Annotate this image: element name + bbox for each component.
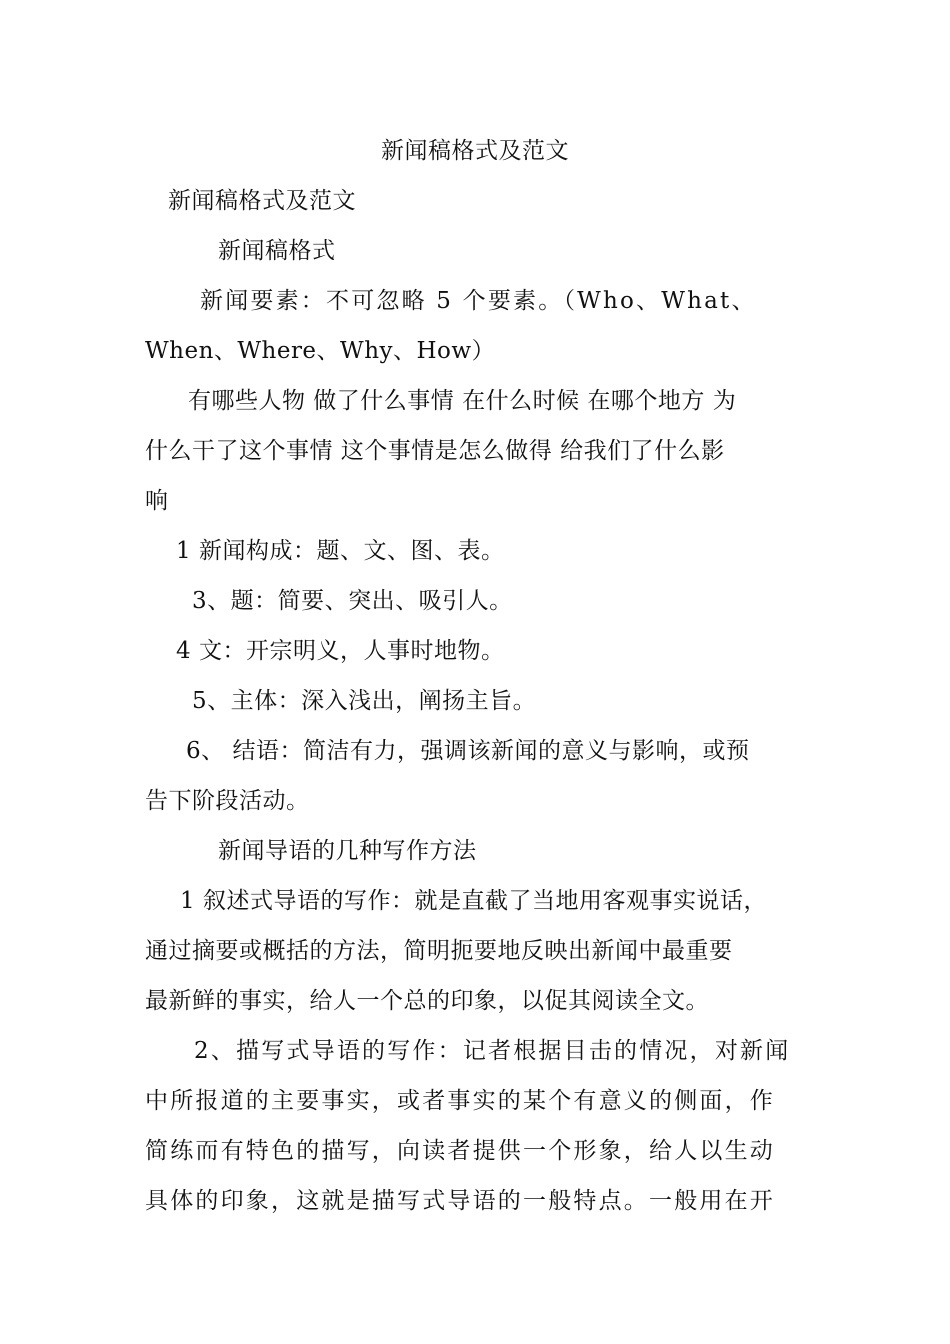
paragraph-line: 告下阶段活动。 xyxy=(145,788,310,814)
paragraph-line: 通过摘要或概括的方法，简明扼要地反映出新闻中最重要 xyxy=(145,938,733,964)
paragraph-line: 新闻要素：不可忽略 5 个要素。（Who、What、 xyxy=(200,288,757,314)
paragraph-line: 什么干了这个事情 这个事情是怎么做得 给我们了什么影 xyxy=(145,438,725,464)
list-item: 1 新闻构成：题、文、图、表。 xyxy=(176,538,505,564)
paragraph-line: 具体的印象，这就是描写式导语的一般特点。一般用在开 xyxy=(145,1188,775,1214)
paragraph-line: 2、描写式导语的写作：记者根据目击的情况，对新闻 xyxy=(194,1038,791,1064)
list-item: 6、 结语：简洁有力，强调该新闻的意义与影响，或预 xyxy=(186,738,750,764)
page-title: 新闻稿格式及范文 xyxy=(381,138,569,164)
list-item: 3、题：简要、突出、吸引人。 xyxy=(192,588,513,614)
paragraph-line: 1 叙述式导语的写作：就是直截了当地用客观事实说话， xyxy=(180,888,767,914)
list-item: 5、主体：深入浅出，阐扬主旨。 xyxy=(192,688,537,714)
paragraph-line: 中所报道的主要事实，或者事实的某个有意义的侧面，作 xyxy=(145,1088,775,1114)
list-item: 4 文：开宗明义，人事时地物。 xyxy=(176,638,505,664)
paragraph-line: 最新鲜的事实，给人一个总的印象，以促其阅读全文。 xyxy=(145,988,709,1014)
paragraph-line: 有哪些人物 做了什么事情 在什么时候 在哪个地方 为 xyxy=(188,388,737,414)
section-heading-lead: 新闻导语的几种写作方法 xyxy=(218,838,477,864)
paragraph-line: 响 xyxy=(145,488,169,514)
paragraph-line: 简练而有特色的描写，向读者提供一个形象，给人以生动 xyxy=(145,1138,775,1164)
paragraph-line: When、Where、Why、How） xyxy=(145,338,496,364)
subtitle: 新闻稿格式及范文 xyxy=(168,188,356,214)
section-heading-format: 新闻稿格式 xyxy=(218,238,336,264)
